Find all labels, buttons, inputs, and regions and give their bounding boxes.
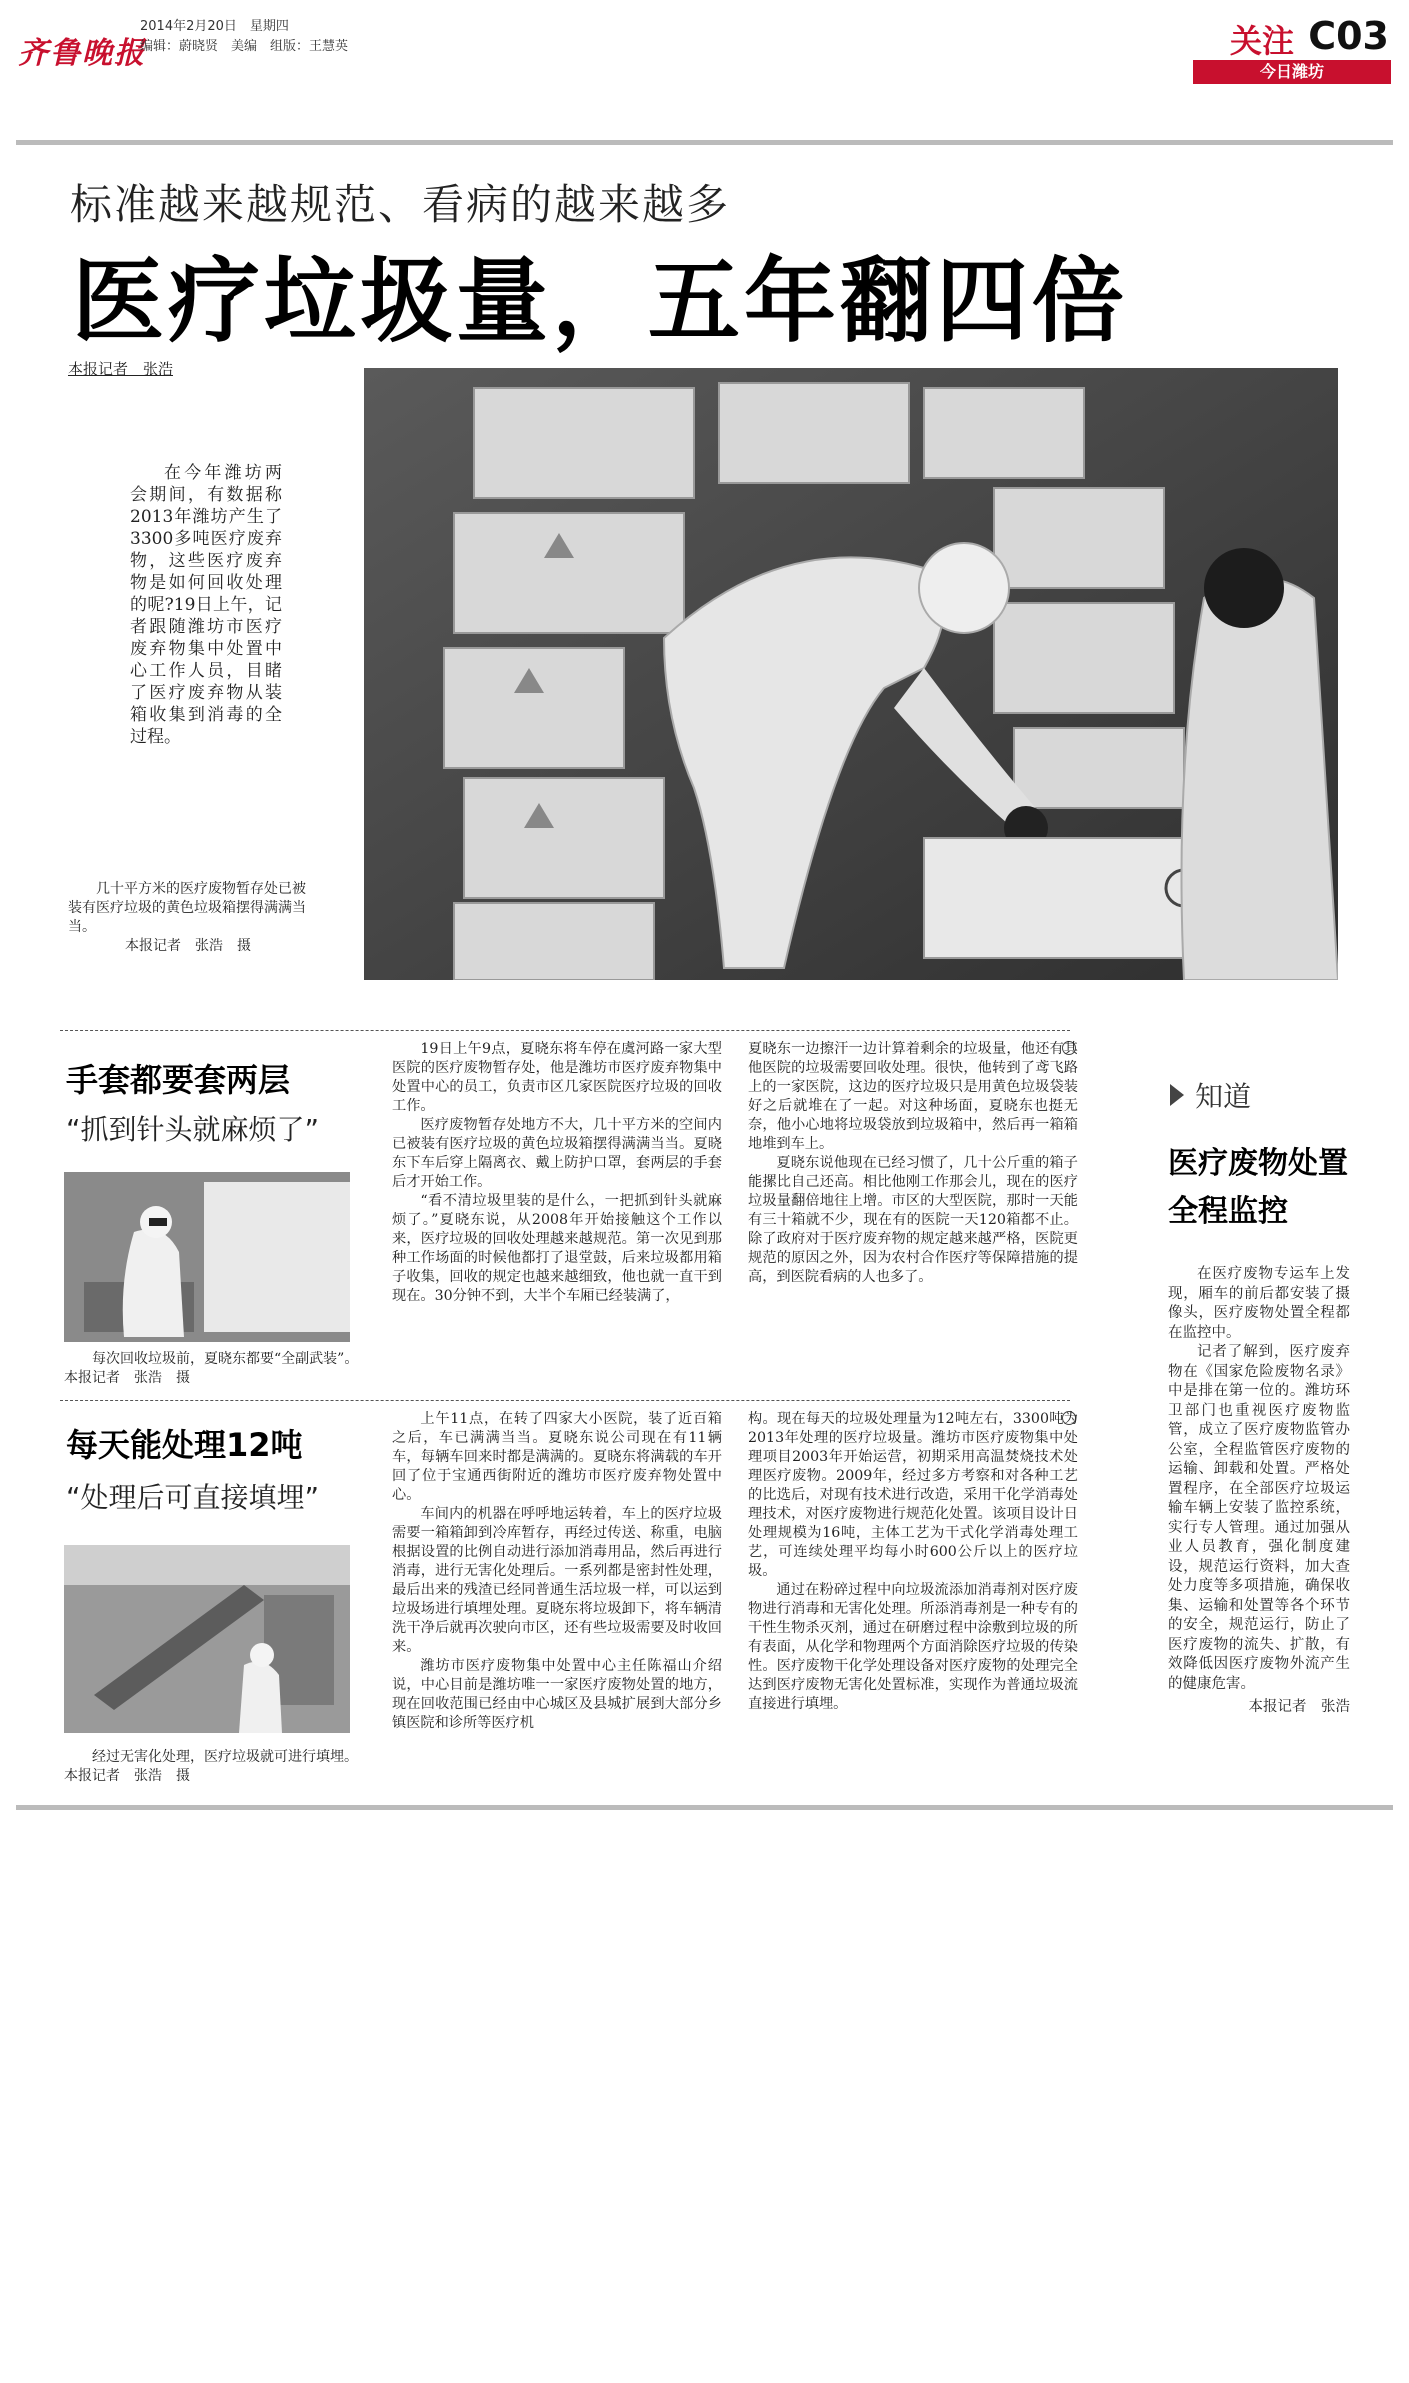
bottom-rule — [16, 1805, 1393, 1810]
triangle-right-icon — [1170, 1084, 1184, 1106]
paragraph: 潍坊市医疗废物集中处置中心主任陈福山介绍说，中心目前是潍坊唯一一家医疗废物处置的地方，现在回收范围已经由中心城区及县城扩展到大部分乡镇医院和诊所等医疗机 — [392, 1658, 722, 1731]
top-rule — [16, 140, 1393, 145]
section2-column-1 — [392, 1410, 722, 1733]
section1-photo — [64, 1172, 350, 1342]
section1-photo-caption: 每次回收垃圾前，夏晓东都要“全副武装”。 本报记者 张浩 摄 — [64, 1351, 380, 1386]
paragraph: 通过在粉碎过程中向垃圾流添加消毒剂对医疗废物进行消毒和无害化处理。所添消毒剂是一种专有的干性生物杀灭剂，通过在研磨过程中涂敷到垃圾的所有表面，从化学和物理两个方面消除医疗垃圾的传染性。医疗废物干化学处理设备对医疗废物的处理完全达到医疗废物无害化处置标准，实现作为普通垃圾流直接进行填埋。 — [748, 1582, 1078, 1712]
main-photo-credit: 本报记者 张浩 摄 — [125, 938, 251, 954]
paragraph: 车间内的机器在呼呼地运转着，车上的医疗垃圾需要一箱箱卸到冷库暂存，再经过传送、称重，电脑根据设置的比例自动进行添加消毒用品，然后再进行消毒，进行无害化处理后。一系列都是密封性处理，最后出来的残渣已经同普通生活垃圾一样，可以运到垃圾场进行填埋处理。夏晓东将垃圾卸下，将车辆清洗干净后就再次驶向市区，还有些垃圾需要及时收回来。 — [392, 1506, 722, 1655]
byline: 本报记者 张浩 — [68, 360, 174, 378]
paragraph: 医疗废物暂存处地方不大，几十平方米的空间内已被装有医疗垃圾的黄色垃圾箱摆得满满当当。夏晓东下车后穿上隔离衣、戴上防护口罩，套两层的手套后才开始工作。 — [392, 1117, 722, 1190]
paragraph: 夏晓东说他现在已经习惯了，几十公斤重的箱子能摞比自己还高。相比他刚工作那会儿，现在的医疗垃圾量翻倍地往上增。市区的大型医院，那时一天能有三十箱就不少，现在有的医院一天120箱都不止。除了政府对于医疗废弃物的规定越来越严格，医院更规范的原因之外，因为农村合作医疗等保障措施的提高，到医院看病的人也多了。 — [748, 1155, 1078, 1285]
sidebar-label: 知道 — [1170, 1075, 1251, 1115]
kicker: 标准越来越规范、看病的越来越多 — [70, 180, 731, 229]
section1-column-1 — [392, 1040, 722, 1306]
sidebar-title: 医疗废物处置 全程监控 — [1168, 1146, 1348, 1229]
section1-column-2 — [748, 1040, 1078, 1287]
lead-paragraph — [130, 462, 282, 748]
page-number: C03 — [1308, 14, 1389, 58]
section-name: 关注 — [1229, 22, 1294, 60]
paragraph: 记者了解到，医疗废弃物在《国家危险废物名录》中是排在第一位的。潍坊环卫部门也重视医疗废物监管，成立了医疗废物监管办公室，全程监管医疗废物的运输、卸载和处置。严格处置程序，在全部医疗垃圾运输车辆上安装了监控系统，实行专人管理。通过加强从业人员教育，强化制度建设，规范运行资料，加大查处力度等多项措施，确保收集、运输和处置等各个环节的安全，规范运行，防止了医疗废物的流失、扩散，有效降低因医疗废物外流产生的健康危害。 — [1168, 1344, 1350, 1692]
section1-divider — [60, 1030, 1070, 1031]
paragraph: 夏晓东一边擦汗一边计算着剩余的垃圾量，他还有其他医院的垃圾需要回收处理。很快，他转到了鸢飞路上的一家医院，这边的医疗垃圾只是用黄色垃圾袋装好之后就堆在了一起。对这种场面，夏晓东也挺无奈，他小心地将垃圾袋放到垃圾箱中，然后再一箱箱地堆到车上。 — [748, 1041, 1078, 1152]
main-photo-caption: 几十平方米的医疗废物暂存处已被装有医疗垃圾的黄色垃圾箱摆得满满当当。 本报记者 张浩 摄 — [68, 881, 306, 954]
issue-date: 2014年2月20日 星期四 — [140, 19, 289, 34]
section1-title: 手套都要套两层 — [66, 1061, 291, 1099]
paragraph: “看不清垃圾里装的是什么，一把抓到针头就麻烦了。”夏晓东说，从2008年开始接触这个工作以来，医疗垃圾的回收处理越来越规范。第一次见到那种工作场面的时候他都打了退堂鼓，后来垃圾都用箱子收集，回收的规定也越来越细致，他也就一直干到现在。30分钟不到，大半个车厢已经装满了， — [392, 1193, 722, 1304]
lead-text: 在今年潍坊两会期间，有数据称2013年潍坊产生了3300多吨医疗废弃物，这些医疗废弃物是如何回收处理的呢?19日上午，记者跟随潍坊市医疗废弃物集中处置中心工作人员，目睹了医疗废弃物从装箱收集到消毒的全过程。 — [130, 463, 282, 747]
sidebar-body — [1168, 1265, 1350, 1718]
section2-divider — [60, 1400, 1070, 1401]
editors-line: 编辑：蔚晓贤 美编 组版：王慧英 — [140, 39, 349, 54]
main-photo-illustration — [364, 368, 1338, 980]
section1-quote: “抓到针头就麻烦了” — [66, 1113, 320, 1146]
sidebar-byline: 本报记者 张浩 — [1248, 1699, 1350, 1715]
section2-quote: “处理后可直接填埋” — [66, 1481, 320, 1514]
paragraph: 在医疗废物专运车上发现，厢车的前后都安装了摄像头，医疗废物处置全程都在监控中。 — [1168, 1266, 1350, 1341]
paragraph: 构。现在每天的垃圾处理量为12吨左右，3300吨为2013年处理的医疗垃圾量。潍坊市医疗废物集中处理项目2003年开始运营，初期采用高温焚烧技术处理医疗废物。2009年，经过多方考察和对各种工艺的比选后，对现有技术进行改造，采用干化学消毒处理技术，对医疗废物进行规范化处置。该项目设计日处理规模为16吨，主体工艺为干式化学消毒处理工艺，可连续处理平均每小时600公斤以上的医疗垃圾。 — [748, 1411, 1078, 1579]
main-photo — [364, 368, 1338, 980]
section2-photo-caption: 经过无害化处理，医疗垃圾就可进行填埋。 本报记者 张浩 摄 — [64, 1749, 379, 1784]
section2-title: 每天能处理12吨 — [66, 1426, 303, 1464]
section1-photo-illustration — [64, 1172, 350, 1342]
newspaper-logo: 齐鲁晚报 — [18, 36, 146, 71]
edition-bar: 今日潍坊 — [1193, 60, 1391, 84]
paragraph: 上午11点，在转了四家大小医院，装了近百箱之后，车已满满当当。夏晓东说公司现在有11辆车，每辆车回来时都是满满的。夏晓东将满载的车开回了位于宝通西街附近的潍坊市医疗废弃物处置中心。 — [392, 1411, 722, 1503]
paragraph: 19日上午9点，夏晓东将车停在虞河路一家大型医院的医疗废物暂存处，他是潍坊市医疗废弃物集中处置中心的员工，负责市区几家医院医疗垃圾的回收工作。 — [392, 1041, 722, 1114]
section2-column-2 — [748, 1410, 1078, 1714]
headline: 医疗垃圾量，五年翻四倍 — [72, 248, 1129, 355]
section2-photo — [64, 1545, 350, 1733]
section2-photo-illustration — [64, 1545, 350, 1733]
